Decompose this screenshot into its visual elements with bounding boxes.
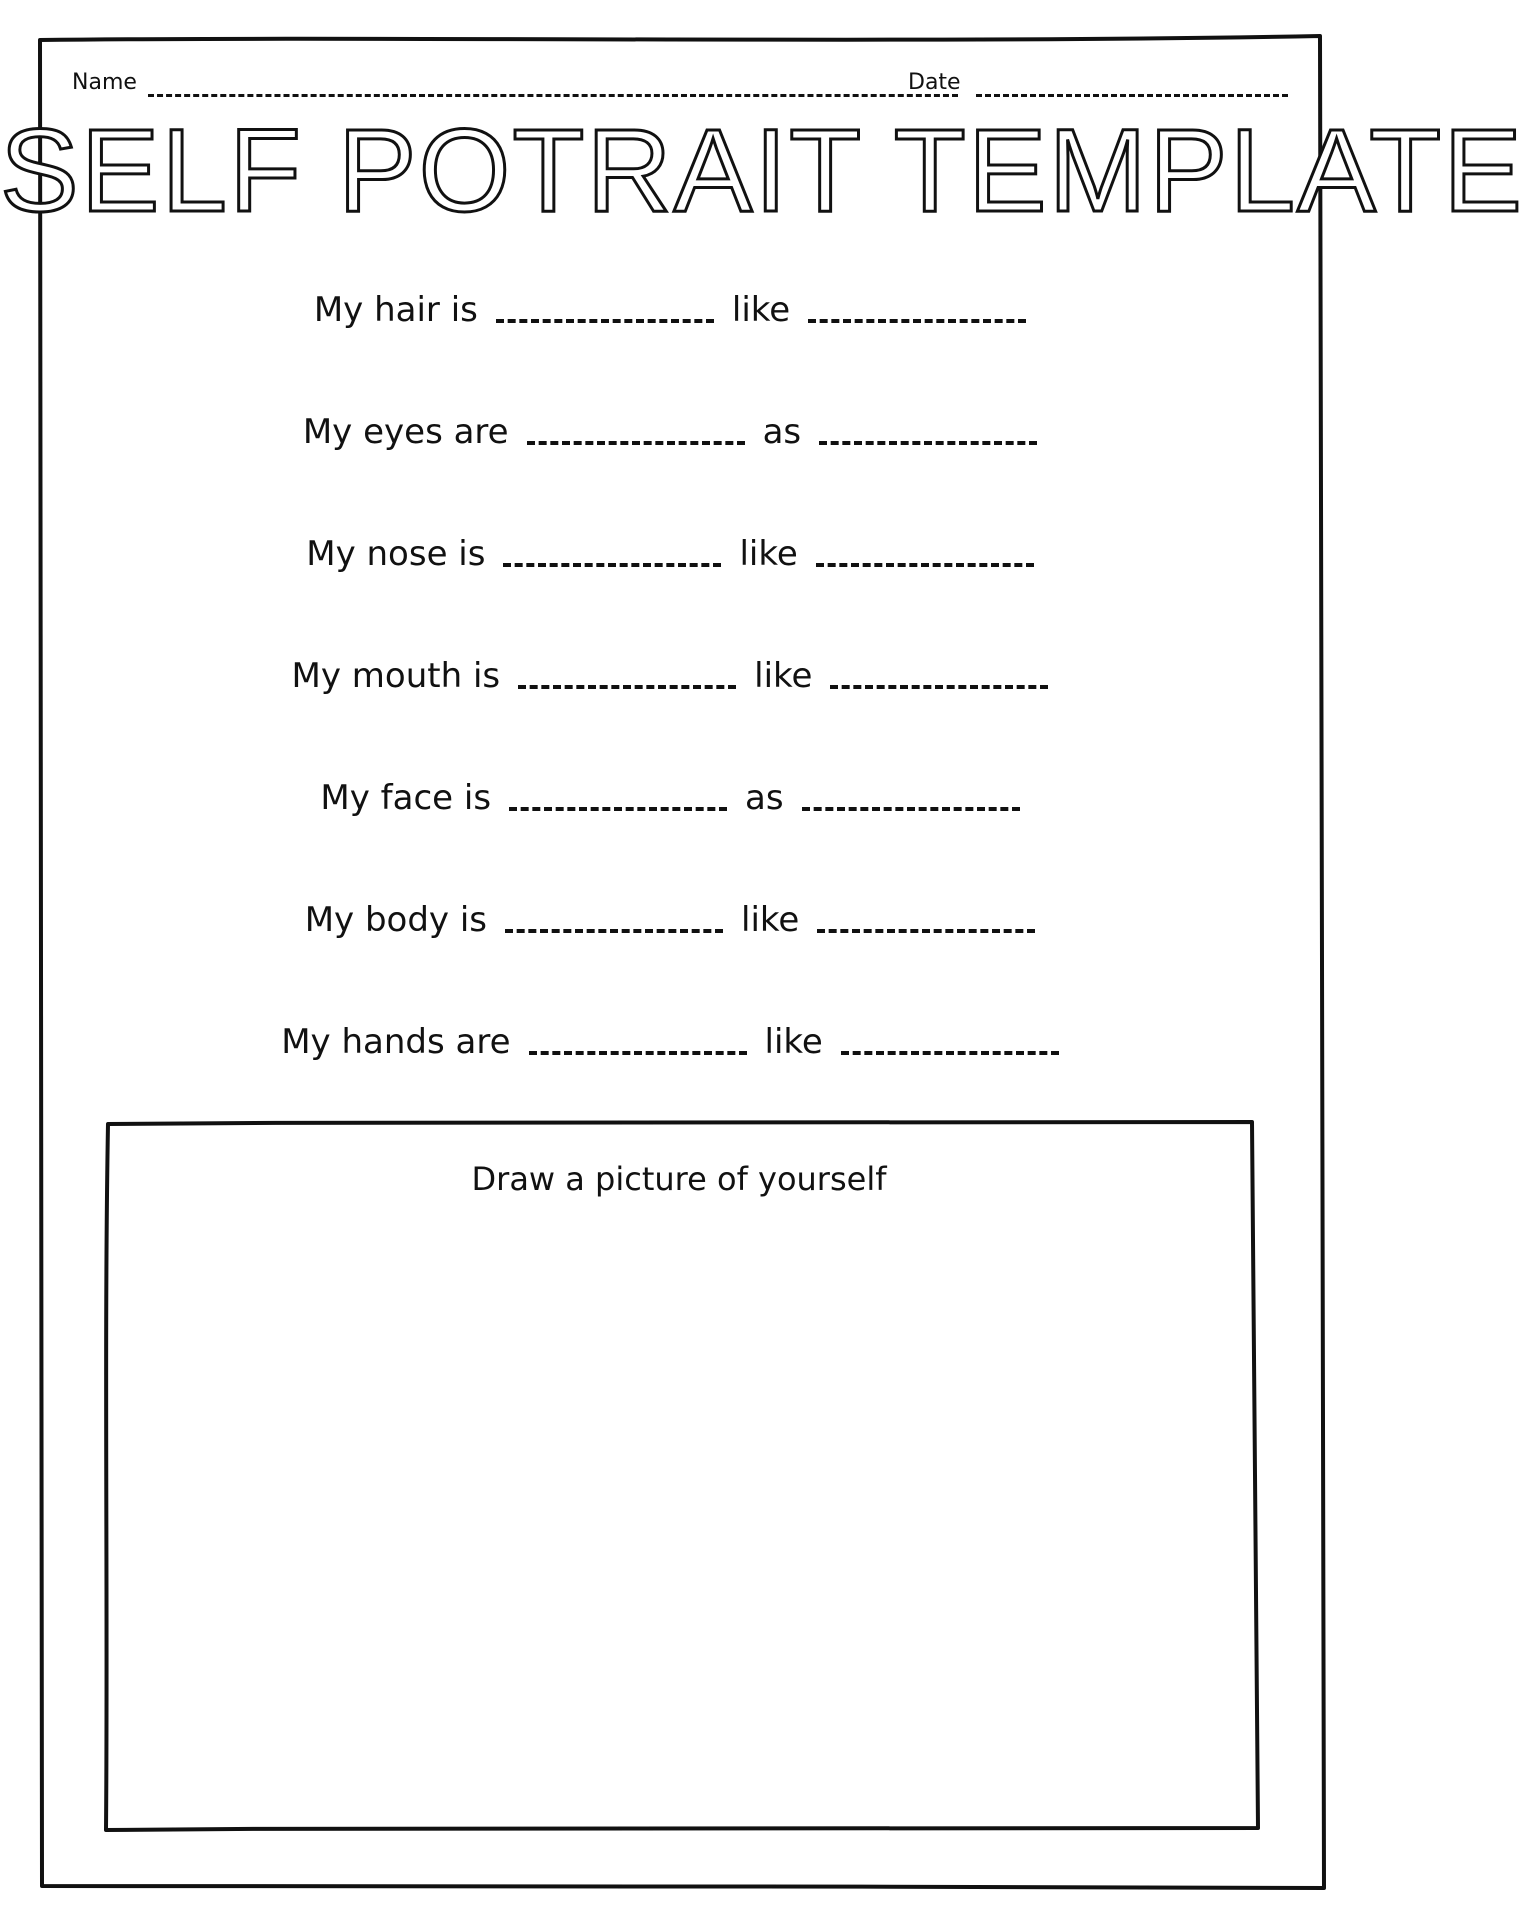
prompt-start: My mouth is xyxy=(291,656,501,696)
date-label: Date xyxy=(908,70,961,95)
name-label: Name xyxy=(72,70,137,95)
prompt-connector: as xyxy=(762,412,802,452)
prompt-nose xyxy=(0,534,1358,584)
prompt-connector: like xyxy=(739,534,798,574)
prompt-connector: like xyxy=(754,656,813,696)
prompt-connector: like xyxy=(741,900,800,940)
blank-field[interactable] xyxy=(817,929,1035,933)
blank-field[interactable] xyxy=(496,319,714,323)
blank-field[interactable] xyxy=(808,319,1026,323)
prompt-mouth xyxy=(0,656,1358,706)
blank-field[interactable] xyxy=(830,685,1048,689)
prompt-body xyxy=(0,900,1358,950)
blank-field[interactable] xyxy=(503,563,721,567)
prompt-connector: like xyxy=(731,290,791,330)
blank-field[interactable] xyxy=(841,1051,1059,1055)
prompt-start: My face is xyxy=(320,778,492,818)
prompt-start: My eyes are xyxy=(302,412,509,452)
prompt-start: My hair is xyxy=(313,290,478,330)
prompt-hair xyxy=(0,290,1358,340)
blank-field[interactable] xyxy=(505,929,723,933)
page-title: SELF POTRAIT TEMPLATE xyxy=(0,105,1524,237)
blank-field[interactable] xyxy=(819,441,1037,445)
blank-field[interactable] xyxy=(518,685,736,689)
header-row xyxy=(72,66,1292,106)
blank-field[interactable] xyxy=(509,807,727,811)
prompt-start: My hands are xyxy=(281,1022,511,1062)
prompt-start: My nose is xyxy=(306,534,486,574)
prompt-connector: as xyxy=(745,778,784,818)
prompt-start: My body is xyxy=(304,900,488,940)
prompt-connector: like xyxy=(764,1022,823,1062)
drawing-area[interactable] xyxy=(108,1124,1256,1828)
drawing-area-label: Draw a picture of yourself xyxy=(471,1160,887,1198)
prompt-eyes xyxy=(0,412,1358,462)
blank-field[interactable] xyxy=(816,563,1034,567)
blank-field[interactable] xyxy=(529,1051,747,1055)
prompt-hands xyxy=(0,1022,1358,1072)
prompt-face xyxy=(0,778,1358,828)
blank-field[interactable] xyxy=(802,807,1020,811)
date-field[interactable] xyxy=(976,94,1288,97)
name-field[interactable] xyxy=(148,94,958,97)
blank-field[interactable] xyxy=(527,441,745,445)
